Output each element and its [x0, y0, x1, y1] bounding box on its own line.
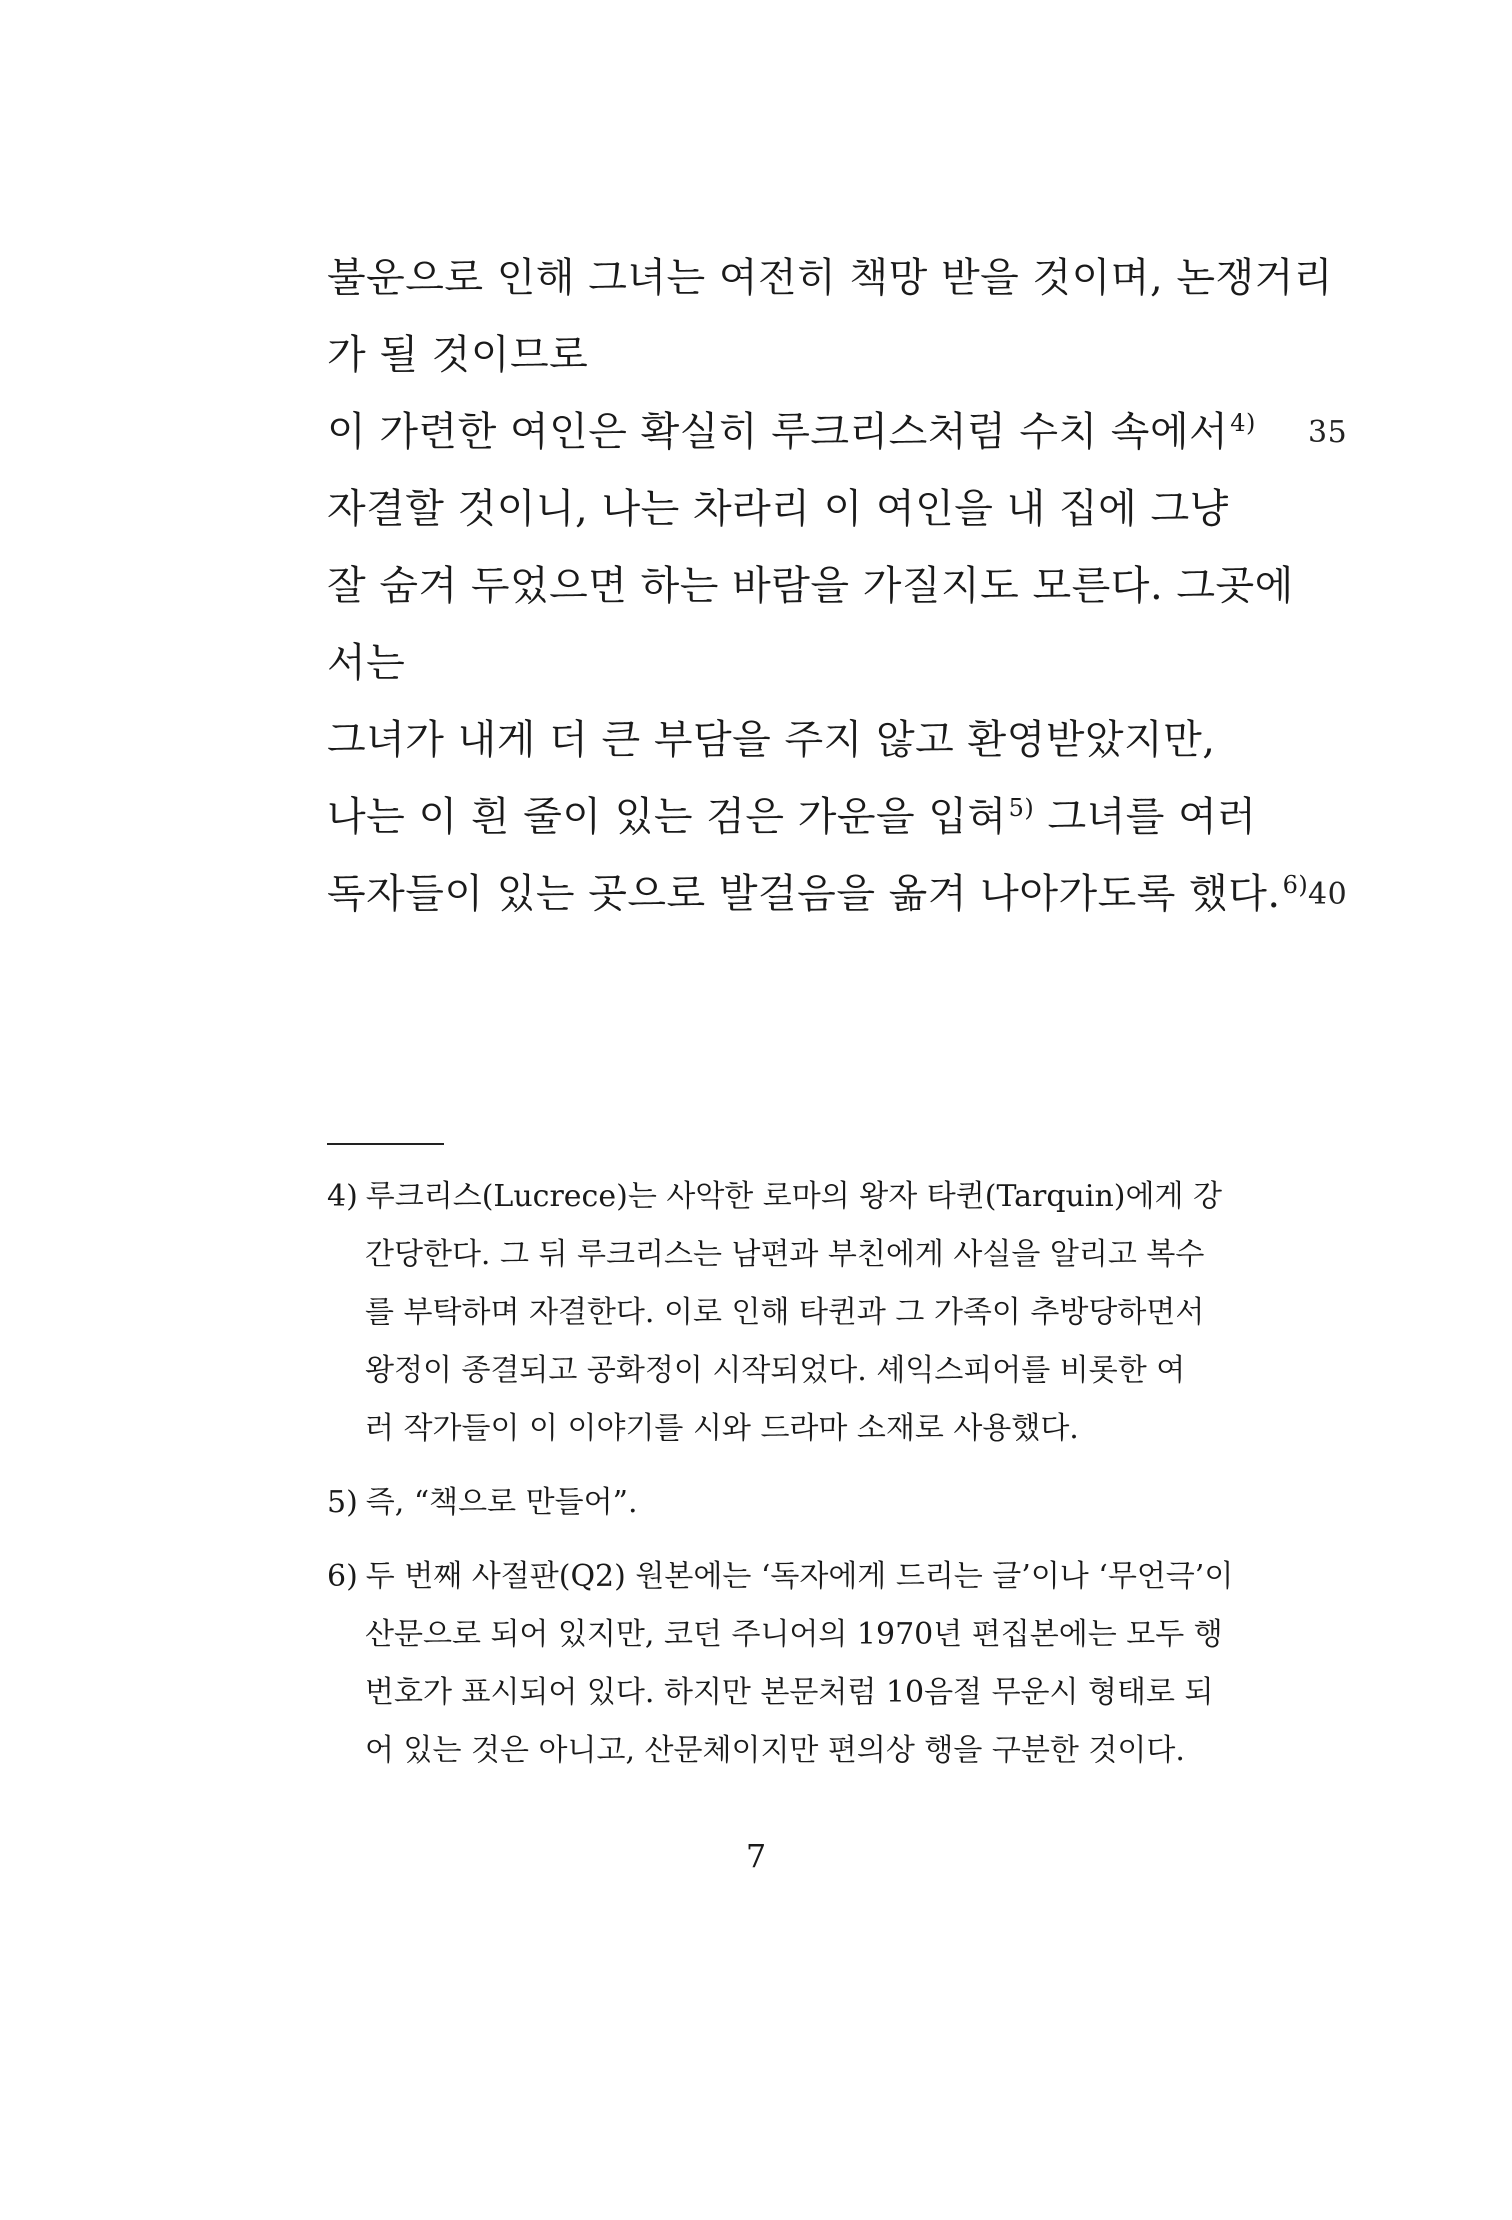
verse-text: 불운으로 인해 그녀는 여전히 책망 받을 것이며, 논쟁거리	[327, 255, 1333, 301]
footnote-line	[327, 1548, 1267, 1606]
verse-text-tail: 그녀를 여러	[1034, 794, 1257, 840]
verse-line	[327, 471, 1427, 548]
footnote-text: 즉, “책으로 만들어”.	[365, 1485, 638, 1520]
verse-text: 잘 숨겨 두었으면 하는 바람을 가질지도 모른다. 그곳에	[327, 563, 1294, 609]
verse-text: 서는	[327, 640, 406, 686]
verse-text: 자결할 것이니, 나는 차라리 이 여인을 내 집에 그냥	[327, 486, 1229, 532]
verse-text: 그녀가 내게 더 큰 부담을 주지 않고 환영받았지만,	[327, 717, 1216, 763]
footnote-label: 6)	[327, 1559, 358, 1594]
footnote-line	[327, 1168, 1267, 1226]
footnote-reference[interactable]: 4)	[1230, 409, 1256, 437]
footnote-label: 5)	[327, 1485, 358, 1520]
verse-block	[327, 240, 1427, 933]
verse-line	[327, 240, 1427, 317]
footnote-line: 어 있는 것은 아니고, 산문체이지만 편의상 행을 구분한 것이다.	[365, 1733, 1185, 1768]
footnote-line: 를 부탁하며 자결한다. 이로 인해 타퀸과 그 가족이 추방당하면서	[365, 1295, 1205, 1330]
verse-text: 가 될 것이므로	[327, 332, 589, 378]
footnote-line: 간당한다. 그 뒤 루크리스는 남편과 부친에게 사실을 알리고 복수	[365, 1237, 1205, 1272]
verse-line	[327, 625, 1427, 702]
verse-line	[327, 856, 1427, 933]
footnote-divider	[327, 1143, 444, 1145]
footnote-line: 왕정이 종결되고 공화정이 시작되었다. 셰익스피어를 비롯한 여	[365, 1353, 1186, 1388]
footnote-line	[327, 1474, 1267, 1532]
footnote-line: 번호가 표시되어 있다. 하지만 본문처럼 10음절 무운시 형태로 되	[365, 1675, 1214, 1710]
footnote-6	[327, 1548, 1267, 1780]
line-number: 35	[1308, 415, 1348, 450]
footnote-line: 러 작가들이 이 이야기를 시와 드라마 소재로 사용했다.	[365, 1411, 1079, 1446]
verse-line	[327, 317, 1427, 394]
footnote-5	[327, 1474, 1267, 1532]
footnote-label: 4)	[327, 1179, 358, 1214]
page-number: 7	[745, 1837, 767, 1875]
footnote-reference[interactable]: 5)	[1008, 794, 1035, 822]
footnote-text: 두 번째 사절판(Q2) 원본에는 ‘독자에게 드리는 글’이나 ‘무언극’이	[365, 1559, 1234, 1594]
verse-line	[327, 779, 1427, 856]
line-number: 40	[1308, 877, 1348, 912]
verse-line	[327, 394, 1427, 471]
footnote-text: 루크리스(Lucrece)는 사악한 로마의 왕자 타퀸(Tarquin)에게 강	[365, 1179, 1222, 1214]
verse-text: 독자들이 있는 곳으로 발걸음을 옮겨 나아가도록 했다.	[327, 871, 1281, 917]
footnotes-section	[327, 1168, 1267, 1796]
footnote-line: 산문으로 되어 있지만, 코던 주니어의 1970년 편집본에는 모두 행	[365, 1617, 1223, 1652]
footnote-4	[327, 1168, 1267, 1458]
verse-text: 이 가련한 여인은 확실히 루크리스처럼 수치 속에서	[327, 409, 1229, 455]
footnote-reference[interactable]: 6)	[1282, 871, 1309, 899]
verse-text: 나는 이 흰 줄이 있는 검은 가운을 입혀	[327, 794, 1007, 840]
verse-line	[327, 702, 1427, 779]
verse-line	[327, 548, 1427, 625]
